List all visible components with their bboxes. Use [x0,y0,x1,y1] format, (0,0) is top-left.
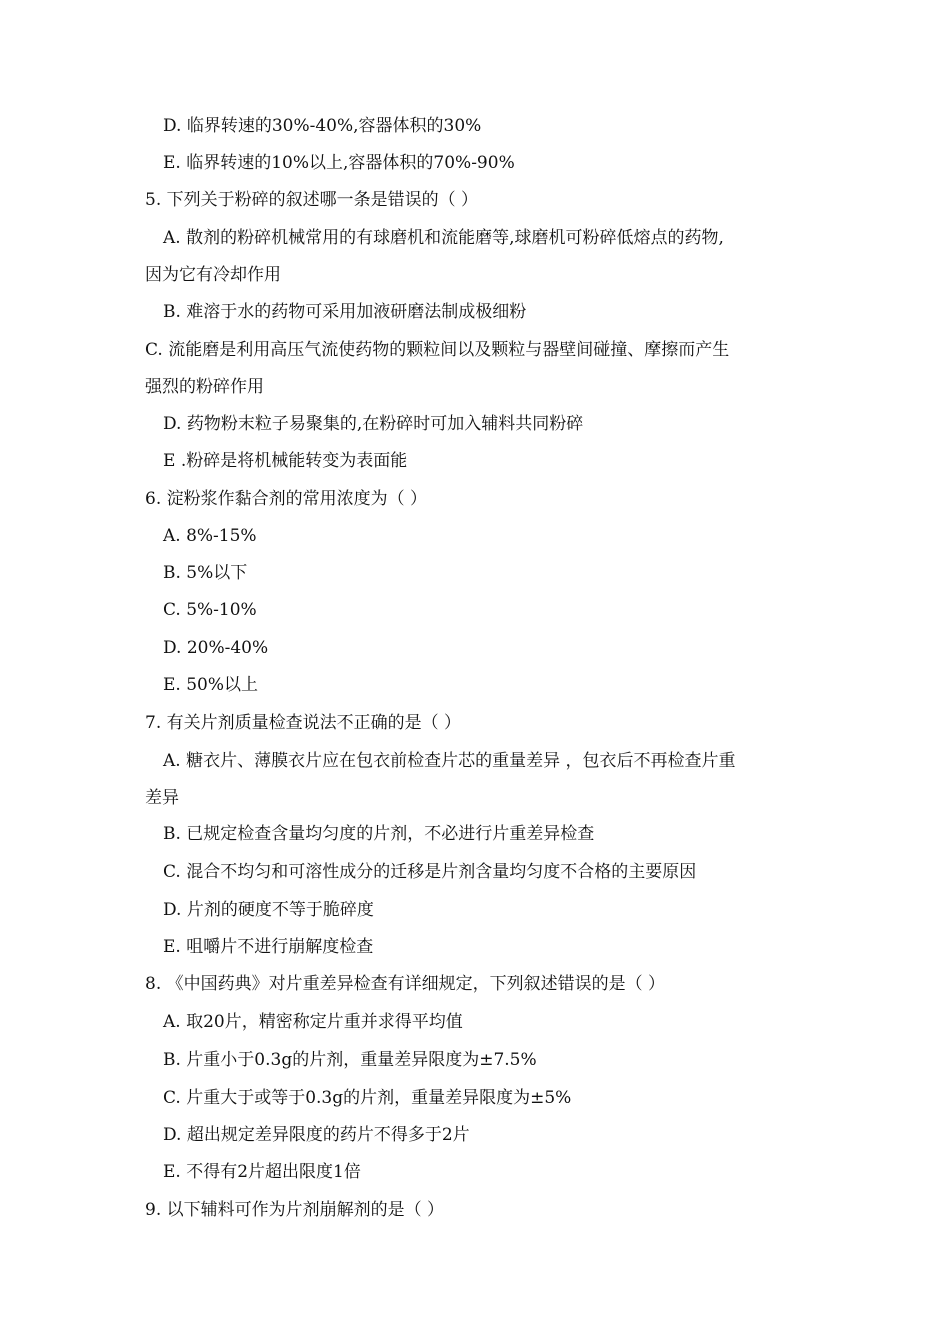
question-stem: 8. 《中国药典》对片重差异检查有详细规定，下列叙述错误的是（ ） [145,974,666,994]
answer-option: E. 不得有2片超出限度1倍 [163,1162,361,1182]
answer-option: A. 糖衣片、薄膜衣片应在包衣前检查片芯的重量差异 ，包衣后不再检查片重 [163,751,736,771]
answer-option: D. 20%-40% [163,638,269,658]
answer-option: E. 临界转速的10%以上,容器体积的70%-90% [163,153,515,173]
answer-option: C. 流能磨是利用高压气流使药物的颗粒间以及颗粒与器壁间碰撞、摩擦而产生 [145,340,730,360]
answer-option: A. 散剂的粉碎机械常用的有球磨机和流能磨等,球磨机可粉碎低熔点的药物, [163,228,724,248]
answer-option: C. 5%-10% [163,600,257,620]
question-stem: 9. 以下辅料可作为片剂崩解剂的是（ ） [145,1200,445,1220]
answer-option: B. 已规定检查含量均匀度的片剂，不必进行片重差异检查 [163,824,595,844]
answer-option: B. 难溶于水的药物可采用加液研磨法制成极细粉 [163,302,527,322]
question-stem: 5. 下列关于粉碎的叙述哪一条是错误的（ ） [145,190,479,210]
option-continuation: 强烈的粉碎作用 [145,377,264,397]
question-stem: 7. 有关片剂质量检查说法不正确的是（ ） [145,713,462,733]
option-continuation: 因为它有冷却作用 [145,265,281,285]
answer-option: E .粉碎是将机械能转变为表面能 [163,451,408,471]
answer-option: B. 5%以下 [163,563,248,583]
answer-option: D. 药物粉末粒子易聚集的,在粉碎时可加入辅料共同粉碎 [163,414,584,434]
answer-option: D. 片剂的硬度不等于脆碎度 [163,900,374,920]
answer-option: C. 混合不均匀和可溶性成分的迁移是片剂含量均匀度不合格的主要原因 [163,862,697,882]
answer-option: E. 50%以上 [163,675,259,695]
answer-option: B. 片重小于0.3g的片剂，重量差异限度为±7.5% [163,1050,537,1070]
answer-option: A. 取20片，精密称定片重并求得平均值 [163,1012,463,1032]
option-continuation: 差异 [145,788,179,808]
answer-option: C. 片重大于或等于0.3g的片剂，重量差异限度为±5% [163,1088,572,1108]
question-stem: 6. 淀粉浆作黏合剂的常用浓度为（ ） [145,489,428,509]
answer-option: D. 超出规定差异限度的药片不得多于2片 [163,1125,470,1145]
answer-option: A. 8%-15% [163,526,257,546]
answer-option: E. 咀嚼片不进行崩解度检查 [163,937,374,957]
answer-option: D. 临界转速的30%-40%,容器体积的30% [163,116,482,136]
